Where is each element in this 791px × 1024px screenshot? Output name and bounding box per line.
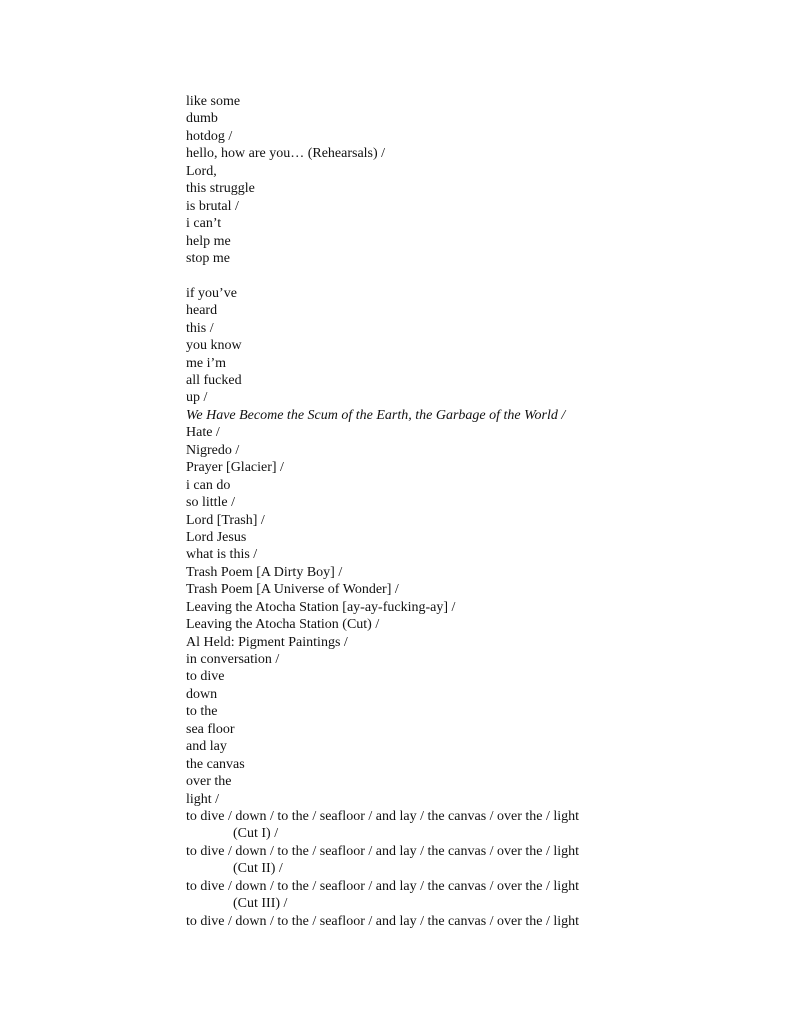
poem-line: you know [186, 338, 242, 354]
poem-line: (Cut I) / [233, 826, 279, 842]
poem-line: Lord [Trash] / [186, 512, 265, 528]
poem-line: hello, how are you… (Rehearsals) / [186, 146, 386, 162]
poem-line: Prayer [Glacier] / [186, 460, 284, 476]
poem-line: hotdog / [186, 128, 233, 144]
poem-line: sea floor [186, 721, 235, 737]
poem-line: to dive / down / to the / seafloor / and lay / the canvas / over the / light [186, 913, 580, 929]
poem-line: the canvas [186, 756, 245, 772]
poem-line: i can’t [186, 216, 222, 232]
poem-line: like some [186, 94, 241, 109]
poem-line: Trash Poem [A Dirty Boy] / [186, 564, 343, 580]
poem-line: me i’m [186, 355, 227, 371]
poem-line: Hate / [186, 425, 220, 441]
poem-line: so little / [186, 495, 235, 511]
poem-line: Leaving the Atocha Station [ay-ay-fucking-ay] / [186, 599, 456, 615]
poem-line: light / [186, 791, 220, 807]
poem-line: to dive [186, 669, 225, 685]
poem-line: to the [186, 704, 218, 720]
poem-line: We Have Become the Scum of the Earth, the Garbage of the World / [186, 407, 566, 423]
poem-line: i can do [186, 477, 231, 493]
poem-line: Lord, [186, 163, 217, 179]
poem-line: Leaving the Atocha Station (Cut) / [186, 617, 380, 633]
poem-line: all fucked [186, 373, 242, 388]
poem-line: dumb [186, 111, 218, 127]
poem-line: Al Held: Pigment Paintings / [186, 634, 348, 650]
poem-line: over the [186, 774, 232, 790]
poem-line: what is this / [186, 547, 258, 563]
poem-line: down [186, 686, 218, 702]
stanza-break [186, 267, 746, 284]
poem-line: to dive / down / to the / seafloor / and lay / the canvas / over the / light [186, 878, 580, 894]
poem-line: to dive / down / to the / seafloor / and lay / the canvas / over the / light [186, 808, 580, 824]
poem-text-block [186, 93, 746, 930]
poem-line: to dive / down / to the / seafloor / and lay / the canvas / over the / light [186, 843, 580, 859]
poem-line: up / [186, 390, 208, 406]
poem-line: is brutal / [186, 198, 239, 214]
poem-line: Trash Poem [A Universe of Wonder] / [186, 582, 399, 598]
poem-line: this / [186, 320, 214, 336]
poem-line: help me [186, 233, 231, 249]
poem-line: (Cut III) / [233, 896, 288, 912]
poem-line: this struggle [186, 181, 255, 197]
poem-line: heard [186, 303, 218, 319]
poem-line: and lay [186, 739, 227, 755]
poem-line: (Cut II) / [233, 861, 283, 877]
poem-line: Lord Jesus [186, 529, 247, 545]
poem-line: if you’ve [186, 285, 237, 301]
poem-line: Nigredo / [186, 442, 240, 458]
poem-line: stop me [186, 250, 230, 266]
poem-line: in conversation / [186, 652, 280, 667]
